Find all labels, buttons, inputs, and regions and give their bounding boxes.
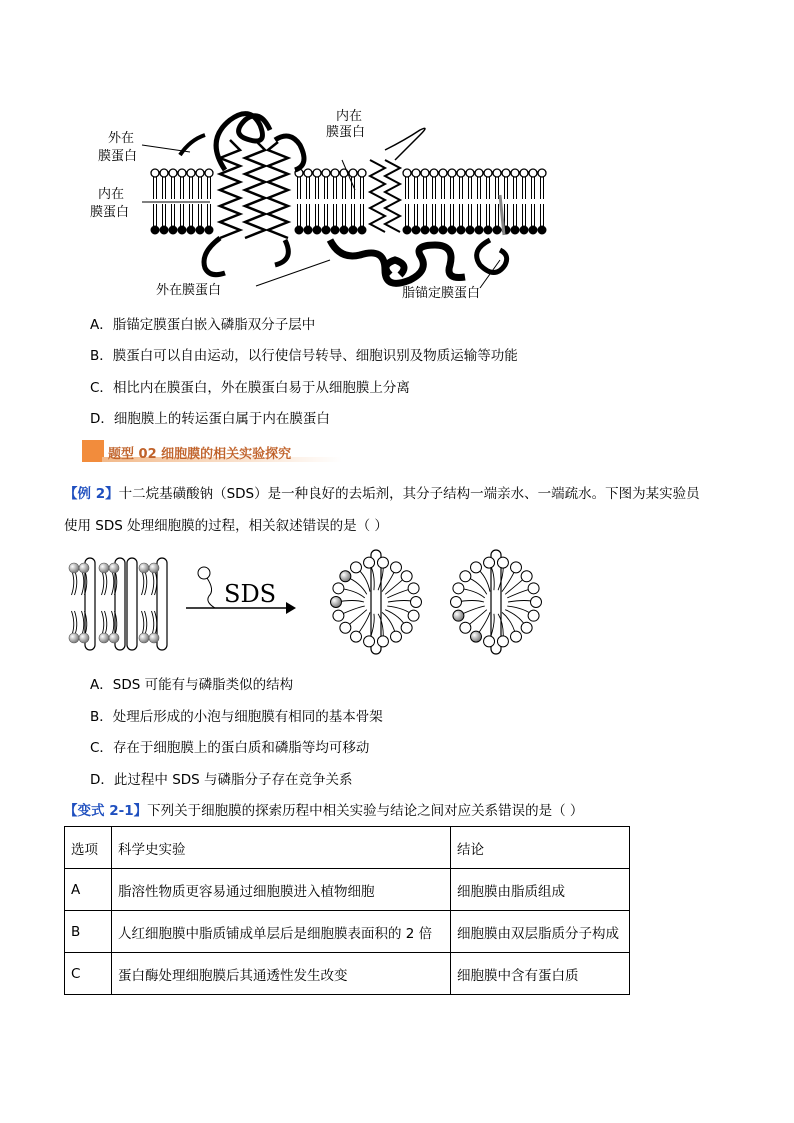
sds-process-figure bbox=[64, 546, 564, 658]
variant-2-1-line: 【变式 2-1】下列关于细胞膜的探索历程中相关实验与结论之间对应关系错误的是（ ） bbox=[64, 803, 584, 819]
membrane-protein-figure bbox=[80, 100, 560, 305]
table-header-row bbox=[65, 827, 630, 869]
phospholipid-bilayer bbox=[151, 169, 546, 234]
example2-tag: 【例 2】 bbox=[64, 486, 119, 502]
membrane-with-proteins bbox=[69, 558, 167, 650]
ex2-option-a: A．SDS 可能有与磷脂类似的结构 bbox=[90, 677, 294, 693]
table-row bbox=[65, 953, 630, 995]
q1-option-a: A．脂锚定膜蛋白嵌入磷脂双分子层中 bbox=[90, 317, 316, 333]
ex2-option-d: D．此过程中 SDS 与磷脂分子存在竞争关系 bbox=[90, 772, 353, 788]
q1-option-c: C．相比内在膜蛋白，外在膜蛋白易于从细胞膜上分离 bbox=[90, 380, 410, 396]
section-title: 题型 02 细胞膜的相关实验探究 bbox=[108, 447, 292, 462]
label-inner-protein-top-2: 膜蛋白 bbox=[326, 125, 366, 140]
table-cell: C bbox=[65, 953, 112, 995]
peripheral-protein-top bbox=[180, 135, 205, 155]
micelle-1 bbox=[331, 550, 422, 654]
micelle-2 bbox=[451, 550, 542, 654]
integral-protein-large bbox=[204, 114, 304, 275]
table-cell: 细胞膜由双层脂质分子构成 bbox=[451, 911, 630, 953]
table-header: 结论 bbox=[451, 827, 630, 869]
sds-molecule bbox=[198, 567, 215, 608]
label-inner-protein-top-1: 内在 bbox=[336, 109, 363, 124]
table-row bbox=[65, 869, 630, 911]
peripheral-protein-bottom bbox=[330, 240, 465, 283]
label-inner-protein-left-2: 膜蛋白 bbox=[90, 205, 130, 220]
ex2-option-b: B．处理后形成的小泡与细胞膜有相同的基本骨架 bbox=[90, 709, 383, 725]
table-header: 选项 bbox=[65, 827, 112, 869]
sds-arrow-label: SDS bbox=[224, 580, 277, 608]
integral-protein-small bbox=[370, 128, 425, 232]
experiment-conclusion-table bbox=[64, 826, 630, 995]
table-cell: 蛋白酶处理细胞膜后其通透性发生改变 bbox=[112, 953, 451, 995]
variant-tag: 【变式 2-1】 bbox=[64, 803, 148, 819]
label-lipid-anchored-protein: 脂锚定膜蛋白 bbox=[402, 286, 481, 301]
q1-option-d: D．细胞膜上的转运蛋白属于内在膜蛋白 bbox=[90, 411, 330, 427]
table-row bbox=[65, 911, 630, 953]
table-header: 科学史实验 bbox=[112, 827, 451, 869]
table-cell: 细胞膜中含有蛋白质 bbox=[451, 953, 630, 995]
table-cell: A bbox=[65, 869, 112, 911]
table-cell: 人红细胞膜中脂质铺成单层后是细胞膜表面积的 2 倍 bbox=[112, 911, 451, 953]
table-cell: B bbox=[65, 911, 112, 953]
example2-line2: 使用 SDS 处理细胞膜的过程，相关叙述错误的是（ ） bbox=[64, 518, 388, 534]
section-marker bbox=[82, 440, 104, 462]
table-cell: 细胞膜由脂质组成 bbox=[451, 869, 630, 911]
ex2-option-c: C．存在于细胞膜上的蛋白质和磷脂等均可移动 bbox=[90, 740, 370, 756]
label-outer-protein-bottom: 外在膜蛋白 bbox=[156, 283, 222, 298]
label-outer-protein-top-2: 膜蛋白 bbox=[98, 149, 138, 164]
example2-line1: 【例 2】十二烷基磺酸钠（SDS）是一种良好的去垢剂，其分子结构一端亲水、一端疏水。下图为某实验员 bbox=[64, 486, 700, 502]
q1-option-b: B．膜蛋白可以自由运动，以行使信号转导、细胞识别及物质运输等功能 bbox=[90, 348, 518, 364]
label-outer-protein-top-1: 外在 bbox=[108, 131, 135, 146]
table-cell: 脂溶性物质更容易通过细胞膜进入植物细胞 bbox=[112, 869, 451, 911]
label-inner-protein-left-1: 内在 bbox=[98, 187, 125, 202]
